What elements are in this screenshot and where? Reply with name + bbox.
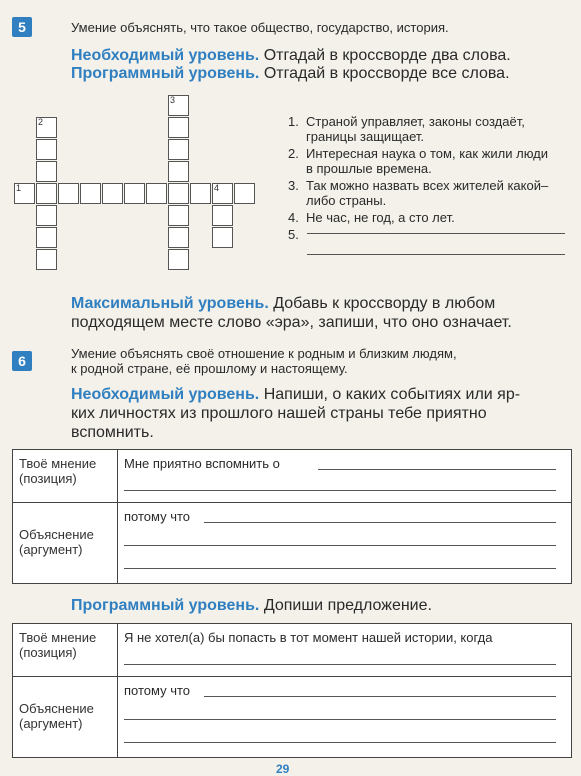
crossword-cell[interactable] xyxy=(212,205,233,226)
clue-text: Интересная наука о том, как жили люди в прошлые времена. xyxy=(306,146,549,176)
level-label: Необходимый уровень. xyxy=(71,47,260,64)
reason-prompt: потому что xyxy=(124,509,191,524)
level-text: Допиши предложение. xyxy=(263,597,432,614)
clue-item xyxy=(288,114,558,144)
answer-line[interactable] xyxy=(307,233,565,234)
clue-number: 3. xyxy=(288,178,299,193)
reason-label-cell xyxy=(13,677,118,758)
opinion-prompt: Мне приятно вспомнить о xyxy=(124,456,280,471)
level-text: Напиши, о каких событиях или яр- xyxy=(263,386,521,403)
answer-line[interactable] xyxy=(124,545,556,546)
clue-number-3: 3 xyxy=(170,95,176,105)
clue-number-1: 1 xyxy=(16,183,22,193)
opinion-answer-cell[interactable] xyxy=(118,624,572,677)
crossword-cell[interactable] xyxy=(36,139,57,160)
answer-line[interactable] xyxy=(124,742,556,743)
clue-item xyxy=(288,210,558,225)
crossword-cell[interactable] xyxy=(36,205,57,226)
page-number: 29 xyxy=(276,762,290,776)
crossword-cell[interactable] xyxy=(102,183,123,204)
clue-item xyxy=(288,146,558,176)
task-5-skill: Умение объяснять, что такое общество, государство, история. xyxy=(71,20,449,35)
task-5-max-level xyxy=(71,295,495,313)
crossword-cell[interactable] xyxy=(168,139,189,160)
crossword-cell[interactable] xyxy=(80,183,101,204)
task-5-max-level-line2: подходящем месте слово «эра», запиши, что оно означает. xyxy=(71,314,512,331)
level-label: Программный уровень. xyxy=(71,65,260,82)
crossword-cell[interactable] xyxy=(168,205,189,226)
opinion-prompt: Я не хотел(а) бы попасть в тот момент нашей истории, когда xyxy=(124,630,493,645)
clue-text: Страной управляет, законы создаёт, границы защищает. xyxy=(306,114,525,144)
clue-number: 5. xyxy=(288,227,299,242)
answer-line[interactable] xyxy=(124,490,556,491)
clue-item xyxy=(288,178,558,208)
answer-line[interactable] xyxy=(124,664,556,665)
reason-label-cell xyxy=(13,503,118,584)
reason-label: Объяснение (аргумент) xyxy=(19,527,94,557)
crossword-cell[interactable] xyxy=(14,183,35,204)
answer-line[interactable] xyxy=(307,254,565,255)
crossword-cell[interactable] xyxy=(168,95,189,116)
crossword-cell[interactable] xyxy=(36,161,57,182)
task-6-required-line2: ких личностях из прошлого нашей страны тебе приятно xyxy=(71,405,487,422)
answer-line[interactable] xyxy=(204,696,556,697)
task-5-program-level xyxy=(71,65,510,83)
crossword-cell[interactable] xyxy=(36,249,57,270)
task-6-number: 6 xyxy=(12,351,32,371)
clue-number: 1. xyxy=(288,114,299,129)
answer-line[interactable] xyxy=(124,719,556,720)
crossword-cell[interactable] xyxy=(36,227,57,248)
opinion-label-cell xyxy=(13,624,118,677)
crossword-cell[interactable] xyxy=(168,117,189,138)
clue-text: Не час, не год, а сто лет. xyxy=(306,210,455,225)
task-6-skill-line1: Умение объяснять своё отношение к родным и близким людям, xyxy=(71,346,457,361)
task-6-skill-line2: к родной стране, её прошлому и настоящему. xyxy=(71,361,348,376)
crossword-cell[interactable] xyxy=(124,183,145,204)
clue-number-4: 4 xyxy=(214,183,220,193)
answer-table-2 xyxy=(12,623,572,758)
crossword-cell[interactable] xyxy=(146,183,167,204)
crossword-cell[interactable] xyxy=(168,227,189,248)
clue-number-2: 2 xyxy=(38,117,44,127)
task-6-required-level xyxy=(71,386,520,404)
reason-label: Объяснение (аргумент) xyxy=(19,701,94,731)
opinion-label-cell xyxy=(13,450,118,503)
answer-line[interactable] xyxy=(318,469,556,470)
crossword-cell[interactable] xyxy=(168,183,189,204)
clue-number: 2. xyxy=(288,146,299,161)
answer-line[interactable] xyxy=(124,568,556,569)
crossword-clues xyxy=(288,114,558,242)
reason-answer-cell[interactable] xyxy=(118,677,572,758)
opinion-answer-cell[interactable] xyxy=(118,450,572,503)
crossword-cell[interactable] xyxy=(212,183,233,204)
reason-prompt: потому что xyxy=(124,683,191,698)
level-text: Отгадай в кроссворде все слова. xyxy=(263,65,510,82)
level-label: Необходимый уровень. xyxy=(71,386,260,403)
task-5-required-level xyxy=(71,47,511,65)
task-5-number: 5 xyxy=(12,17,32,37)
answer-line[interactable] xyxy=(204,522,556,523)
task-6-required-line3: вспомнить. xyxy=(71,424,154,441)
level-text: Отгадай в кроссворде два слова. xyxy=(263,47,511,64)
crossword-cell[interactable] xyxy=(36,183,57,204)
task-6-program-level xyxy=(71,597,432,615)
clue-number: 4. xyxy=(288,210,299,225)
level-label: Максимальный уровень. xyxy=(71,295,269,312)
crossword-cell[interactable] xyxy=(212,227,233,248)
opinion-label: Твоё мнение (позиция) xyxy=(19,630,97,660)
crossword-cell[interactable] xyxy=(168,249,189,270)
clue-text: Так можно назвать всех жителей какой–либо страны. xyxy=(306,178,549,208)
crossword-cell[interactable] xyxy=(36,117,57,138)
reason-answer-cell[interactable] xyxy=(118,503,572,584)
crossword-cell[interactable] xyxy=(234,183,255,204)
opinion-label: Твоё мнение (позиция) xyxy=(19,456,97,486)
level-text: Добавь к кроссворду в любом xyxy=(273,295,496,312)
answer-table-1 xyxy=(12,449,572,584)
crossword-cell[interactable] xyxy=(190,183,211,204)
level-label: Программный уровень. xyxy=(71,597,260,614)
crossword-cell[interactable] xyxy=(58,183,79,204)
crossword-cell[interactable] xyxy=(168,161,189,182)
